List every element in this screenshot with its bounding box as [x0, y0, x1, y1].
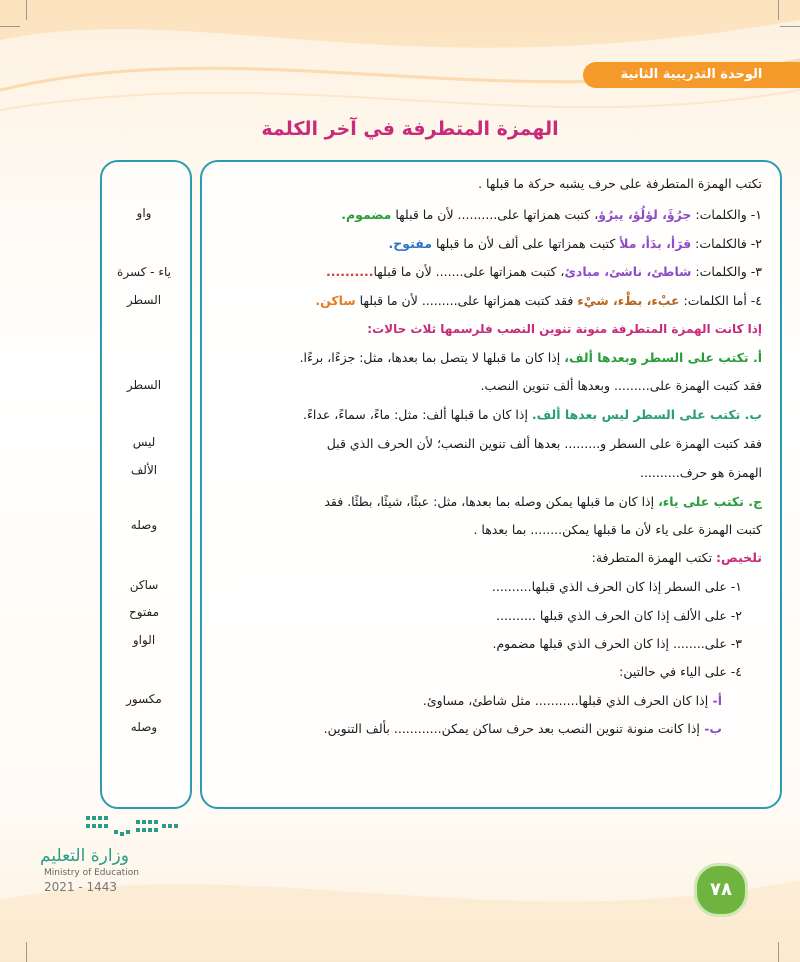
case-b-line3: الهمزة هو حرف.......... — [639, 465, 762, 480]
sub-label: ب- — [699, 721, 722, 736]
item-number: ٣- والكلمات: — [691, 264, 762, 279]
item-answer: ساكن. — [315, 293, 356, 308]
summary-text: تكتب الهمزة المتطرفة: — [591, 550, 717, 565]
item-text: فقد كتبت همزاتها على......... لأن ما قبلها — [355, 293, 578, 308]
unit-banner: الوحدة التدريبية الثانية — [583, 62, 800, 88]
case-a — [300, 350, 762, 365]
case-c — [324, 494, 762, 509]
answer-9: مفتوح — [128, 605, 160, 619]
answer-8: ساكن — [129, 578, 159, 592]
summary-item-4: ٤- على الياء في حالتين: — [619, 664, 742, 679]
item-number: ٢- فالكلمات: — [691, 236, 762, 251]
sub-item-b — [324, 721, 722, 736]
answer-5: ليس — [132, 435, 156, 449]
item-text: كتبت همزاتها على ألف لأن ما قبلها — [431, 236, 620, 251]
example-words: قرَأ، بدَأ، ملأ — [619, 236, 692, 251]
ministry-name-en: Ministry of Education — [44, 868, 139, 878]
page-number: ٧٨ — [694, 863, 748, 917]
answer-7: وصله — [130, 518, 158, 532]
example-words: شاطئ، ناشئ، مبادئ — [564, 264, 692, 279]
item-4 — [315, 293, 762, 308]
sub-text: إذا كان الحرف الذي قبلها........... مثل شاطئ، مساوئ. — [422, 693, 709, 708]
summary-item-3: ٣- على........ إذا كان الحرف الذي قبلها مضموم. — [492, 636, 742, 651]
summary-heading — [592, 550, 762, 565]
case-c-line2: كتبت الهمزة على ياء لأن ما قبلها يمكن........ بما بعدها . — [473, 522, 762, 537]
item-3 — [326, 264, 762, 279]
item-number: ١- والكلمات: — [691, 207, 762, 222]
answer-10: الواو — [132, 633, 156, 647]
item-text: ، كتبت همزاتها على.......... لأن ما قبلها — [391, 207, 599, 222]
summary-label: تلخيص: — [716, 550, 762, 565]
cases-heading: إذا كانت الهمزة المتطرفة منونة تنوين النصب فلرسمها ثلاث حالات: — [367, 322, 762, 336]
item-2 — [389, 236, 762, 251]
case-text: إذا كان ما قبلها لا يتصل بما بعدها، مثل: جزءًا، برءًا. — [299, 350, 565, 365]
answer-4: السطر — [126, 378, 162, 392]
item-answer: مضموم. — [341, 207, 392, 222]
case-text: إذا كان ما قبلها ألف: مثل: ماءً، سماءً، عداءً. — [302, 407, 532, 422]
example-words: جرُؤَ، لؤلُؤ، يبرُؤ — [598, 207, 692, 222]
sub-label: أ- — [708, 693, 722, 708]
ministry-logo-icon — [84, 812, 180, 840]
answer-3: السطر — [126, 293, 162, 307]
case-b — [303, 407, 762, 422]
summary-item-1: ١- على السطر إذا كان الحرف الذي قبلها.......... — [491, 579, 742, 594]
item-text: ، كتبت همزاتها على....... لأن ما قبلها — [373, 264, 565, 279]
case-label: أ. تكتب على السطر وبعدها ألف، — [564, 350, 762, 365]
ministry-year: 2021 - 1443 — [44, 880, 118, 894]
case-b-line2: فقد كتبت الهمزة على السطر و......... بعدها ألف تنوين النصب؛ لأن الحرف الذي قبل — [326, 436, 762, 451]
answer-12: وصله — [130, 720, 158, 734]
item-1 — [341, 207, 762, 222]
answer-1: واو — [136, 206, 152, 220]
answer-11: مكسور — [126, 692, 162, 706]
case-label: ج. تكتب على ياء، — [658, 494, 762, 509]
example-words: عبْء، بطْء، شيْء — [577, 293, 680, 308]
item-number: ٤- أما الكلمات: — [679, 293, 762, 308]
case-a-line2: فقد كتبت الهمزة على......... وبعدها ألف تنوين النصب. — [480, 378, 762, 393]
page-title: الهمزة المتطرفة في آخر الكلمة — [261, 118, 559, 140]
summary-item-2: ٢- على الألف إذا كان الحرف الذي قبلها .......... — [496, 608, 742, 623]
answer-2: ياء - كسرة — [117, 265, 171, 279]
ministry-name-ar: وزارة التعليم — [40, 846, 129, 866]
item-answer: مفتوح. — [388, 236, 432, 251]
sub-text: إذا كانت منونة تنوين النصب بعد حرف ساكن يمكن............ بألف التنوين. — [323, 721, 700, 736]
case-label: ب. تكتب على السطر ليس بعدها ألف. — [531, 407, 762, 422]
case-text: إذا كان ما قبلها يمكن وصله بما بعدها، مثل: عبئًا، شيئًا، بطئًا. فقد — [324, 494, 659, 509]
item-blank: .......... — [325, 264, 374, 279]
sub-item-a — [423, 693, 722, 708]
answer-6: الألف — [130, 463, 158, 477]
intro-line: تكتب الهمزة المتطرفة على حرف يشبه حركة ما قبلها . — [478, 176, 762, 191]
